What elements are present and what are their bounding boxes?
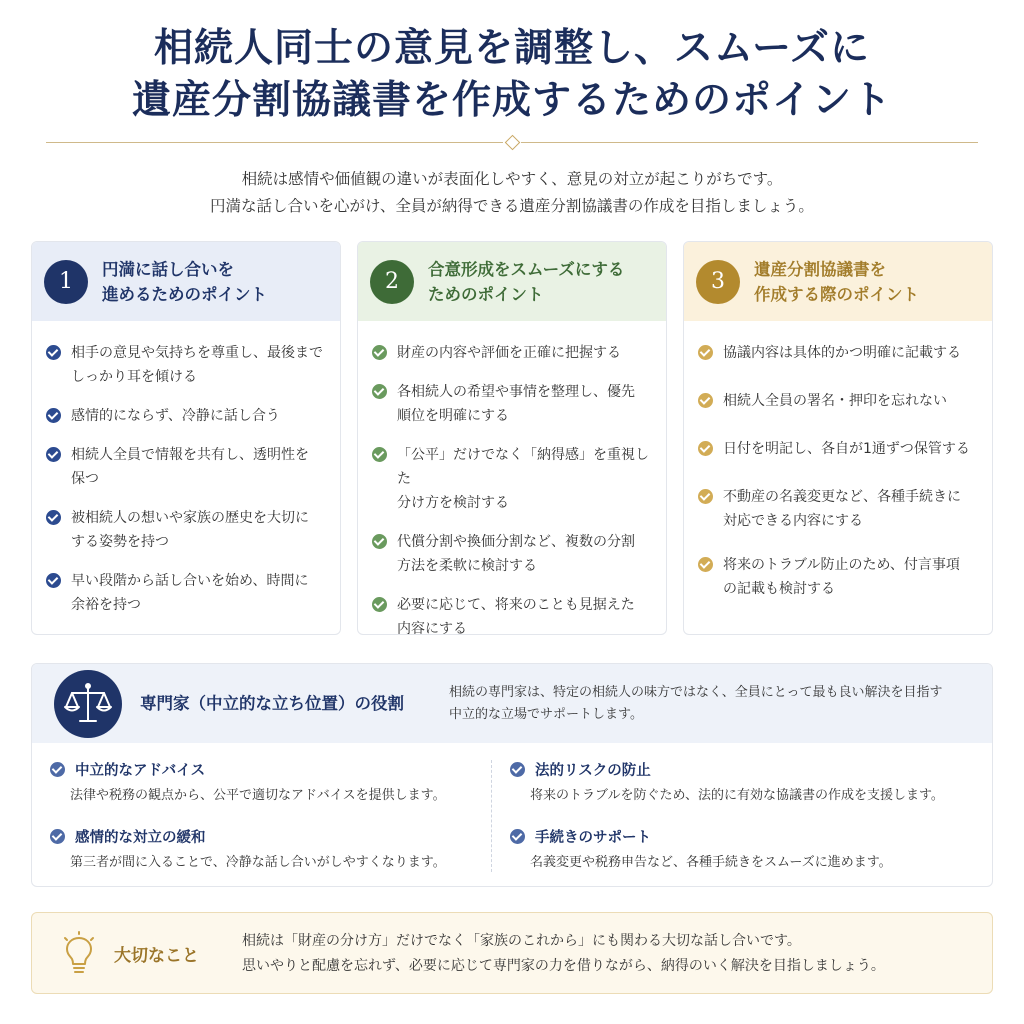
scale-of-justice-icon (54, 670, 122, 738)
list-item (46, 569, 324, 617)
list-item (698, 485, 976, 533)
expert-role-section (31, 663, 993, 887)
lightbulb-icon (62, 931, 96, 979)
expert-roles (32, 743, 992, 887)
check-circle-icon (46, 408, 61, 423)
expert-role-procedure-support (510, 824, 950, 874)
important-note (31, 912, 993, 994)
card-title (102, 257, 267, 307)
important-title: 大切なこと (114, 946, 199, 966)
role-heading: 法的リスクの防止 (535, 762, 651, 779)
list-item (46, 404, 324, 428)
item-text-line-1: 「公平」だけでなく「納得感」を重視した (397, 447, 649, 487)
item-text-line-1: 相続人全員で情報を共有し、透明性を (71, 447, 309, 463)
list-item (372, 530, 650, 578)
check-circle-icon (372, 345, 387, 360)
check-circle-icon (372, 597, 387, 612)
role-heading: 手続きのサポート (535, 829, 651, 846)
card-item-list (358, 321, 666, 635)
expert-role-conflict-relief (50, 824, 490, 874)
card-item-list (684, 321, 992, 601)
check-circle-icon (698, 557, 713, 572)
expert-description-line-1: 相続の専門家は、特定の相続人の味方ではなく、全員にとって最も良い解決を目指す (449, 685, 943, 700)
list-item (698, 437, 976, 461)
card-header (32, 242, 340, 321)
list-item (372, 380, 650, 428)
item-text-line-2: 内容にする (397, 621, 467, 635)
item-text-line-2: する姿勢を持つ (71, 534, 169, 550)
card-title-line-1: 合意形成をスムーズにする (428, 259, 625, 279)
card-title (428, 257, 624, 307)
list-item (46, 506, 324, 554)
role-text: 法律や税務の観点から、公平で適切なアドバイスを提供します。 (70, 788, 446, 803)
item-text-line-1: 協議内容は具体的かつ明確に記載する (723, 345, 961, 361)
expert-description (449, 682, 989, 726)
card-number-badge: 3 (696, 260, 740, 304)
column-divider (491, 760, 492, 872)
check-circle-icon (46, 447, 61, 462)
card-title-line-2: 作成する際のポイント (754, 284, 919, 304)
list-item (46, 341, 324, 389)
title-line-1: 相続人同士の意見を調整し、スムーズに (153, 25, 871, 71)
check-circle-icon (372, 534, 387, 549)
page-title (0, 22, 1024, 126)
item-text-line-1: 代償分割や換価分割など、複数の分割 (397, 534, 635, 550)
list-item (698, 341, 976, 365)
item-text-line-1: 被相続人の想いや家族の歴史を大切に (71, 510, 309, 526)
important-text (242, 929, 885, 979)
item-text-line-1: 不動産の名義変更など、各種手続きに (723, 489, 961, 505)
check-circle-icon (698, 441, 713, 456)
card-drafting-agreement (683, 241, 993, 635)
check-circle-icon (46, 573, 61, 588)
card-item-list (32, 321, 340, 617)
item-text-line-2: 対応できる内容にする (723, 513, 863, 529)
list-item (698, 389, 976, 413)
expert-role-neutral-advice (50, 757, 490, 807)
item-text-line-1: 相続人全員の署名・押印を忘れない (723, 393, 947, 409)
role-heading: 中立的なアドバイス (75, 762, 206, 779)
card-title (754, 257, 919, 307)
role-heading: 感情的な対立の緩和 (75, 829, 206, 846)
check-circle-icon (510, 829, 525, 844)
item-text-line-1: 感情的にならず、冷静に話し合う (71, 408, 280, 424)
list-item (698, 553, 976, 601)
title-line-2: 遺産分割協議書を作成するためのポイント (131, 77, 892, 123)
check-circle-icon (46, 510, 61, 525)
card-title-line-2: 進めるためのポイント (102, 284, 267, 304)
item-text-line-1: 日付を明記し、各自が1通ずつ保管する (723, 441, 970, 457)
card-harmonious-discussion (31, 241, 341, 635)
item-text-line-2: 保つ (71, 471, 99, 487)
check-circle-icon (372, 384, 387, 399)
item-text-line-1: 財産の内容や評価を正確に把握する (397, 345, 621, 361)
item-text-line-2: しっかり耳を傾ける (71, 369, 197, 385)
card-title-line-1: 円満に話し合いを (102, 259, 234, 279)
intro-line-1: 相続は感情や価値観の違いが表面化しやすく、意見の対立が起こりがちです。 (241, 170, 783, 188)
item-text-line-2: の記載も検討する (723, 581, 835, 597)
check-circle-icon (46, 345, 61, 360)
check-circle-icon (510, 762, 525, 777)
item-text-line-1: 早い段階から話し合いを始め、時間に (71, 573, 309, 589)
check-circle-icon (698, 393, 713, 408)
card-title-line-1: 遺産分割協議書を (754, 259, 886, 279)
diamond-ornament-icon (503, 136, 521, 148)
intro-text (0, 166, 1024, 220)
expert-role-legal-risk (510, 757, 950, 807)
card-title-line-2: ためのポイント (428, 284, 544, 304)
check-circle-icon (50, 829, 65, 844)
list-item (372, 593, 650, 635)
item-text-line-2: 分け方を検討する (397, 495, 509, 511)
list-item (46, 443, 324, 491)
item-text-line-1: 相手の意見や気持ちを尊重し、最後まで (71, 345, 323, 361)
role-text: 第三者が間に入ることで、冷静な話し合いがしやすくなります。 (70, 855, 446, 870)
important-line-2: 思いやりと配慮を忘れず、必要に応じて専門家の力を借りながら、納得のいく解決を目指しましょう。 (242, 958, 885, 974)
card-number-badge: 2 (370, 260, 414, 304)
check-circle-icon (698, 489, 713, 504)
card-header (684, 242, 992, 321)
item-text-line-2: 順位を明確にする (397, 408, 509, 424)
item-text-line-1: 必要に応じて、将来のことも見据えた (397, 597, 635, 613)
expert-description-line-2: 中立的な立場でサポートします。 (449, 707, 643, 722)
role-text: 名義変更や税務申告など、各種手続きをスムーズに進めます。 (530, 855, 892, 870)
card-header (358, 242, 666, 321)
check-circle-icon (50, 762, 65, 777)
role-text: 将来のトラブルを防ぐため、法的に有効な協議書の作成を支援します。 (530, 788, 944, 803)
item-text-line-1: 将来のトラブル防止のため、付言事項 (723, 557, 960, 573)
list-item (372, 443, 650, 515)
card-number-badge: 1 (44, 260, 88, 304)
item-text-line-1: 各相続人の希望や事情を整理し、優先 (397, 384, 635, 400)
card-consensus-building (357, 241, 667, 635)
check-circle-icon (372, 447, 387, 462)
item-text-line-2: 方法を柔軟に検討する (397, 558, 537, 574)
expert-header (32, 664, 992, 743)
intro-line-2: 円満な話し合いを心がけ、全員が納得できる遺産分割協議書の作成を目指しましょう。 (210, 197, 814, 215)
list-item (372, 341, 650, 365)
check-circle-icon (698, 345, 713, 360)
important-line-1: 相続は「財産の分け方」だけでなく「家族のこれから」にも関わる大切な話し合いです。 (242, 933, 801, 949)
expert-title: 専門家（中立的な立ち位置）の役割 (140, 694, 404, 713)
item-text-line-2: 余裕を持つ (71, 597, 141, 613)
